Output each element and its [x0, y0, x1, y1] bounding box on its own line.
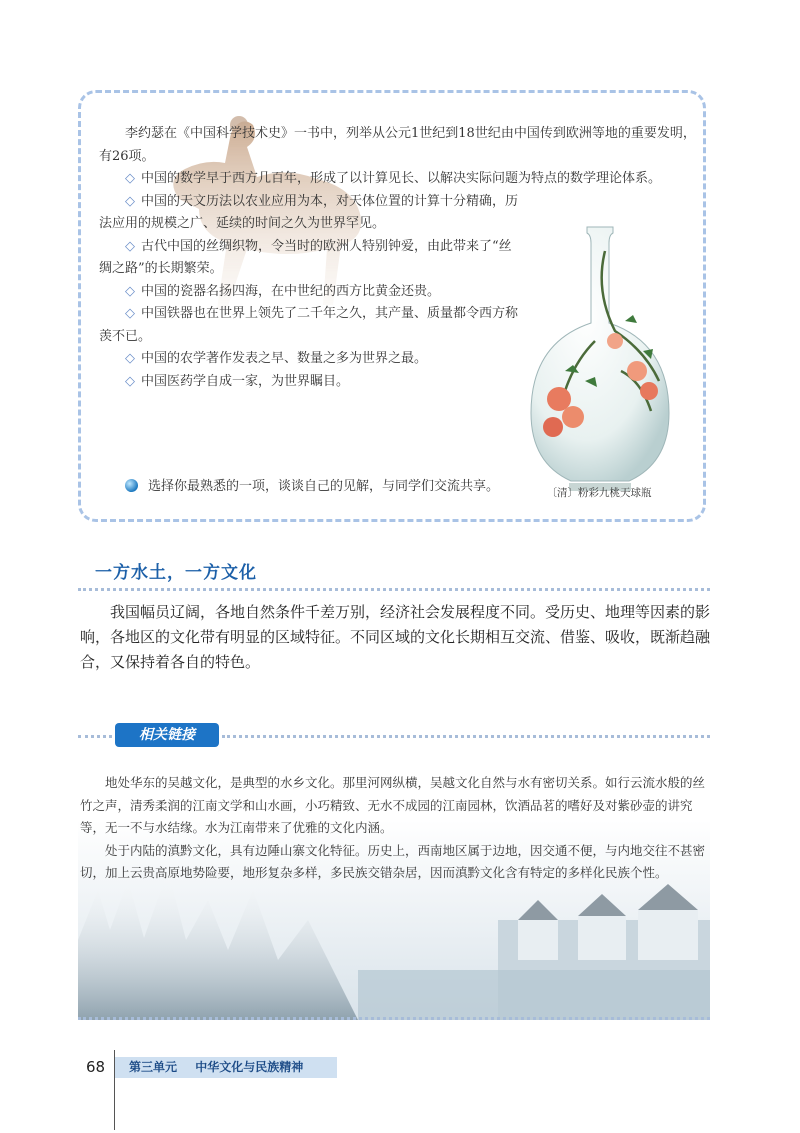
related-link-text	[80, 772, 710, 885]
discussion-question: 选择你最熟悉的一项，谈谈自己的见解，与同学们交流共享。	[99, 476, 519, 499]
question-icon	[125, 479, 138, 492]
section-divider	[78, 588, 710, 591]
link-paragraph: 地处华东的吴越文化，是典型的水乡文化。那里河网纵横，吴越文化自然与水有密切关系。如行云流水般的丝竹之声，清秀柔润的江南文学和山水画，小巧精致、无水不成园的江南园林，饮酒品茗的嗜好及对紫砂壶的讲究等，无一不与水结缘。水为江南带来了优雅的文化内涵。	[80, 775, 706, 835]
diamond-bullet-icon: ◇	[125, 238, 135, 254]
bottom-divider	[78, 1017, 710, 1020]
link-divider-left	[78, 735, 112, 738]
diamond-bullet-icon: ◇	[125, 351, 135, 366]
invention-list	[99, 123, 696, 393]
diamond-bullet-icon: ◇	[125, 373, 135, 389]
diamond-bullet-icon: ◇	[125, 306, 135, 321]
section-paragraph: 我国幅员辽阔，各地自然条件千差万别，经济社会发展程度不同。受历史、地理等因素的影响，各地区的文化带有明显的区域特征。不同区域的文化长期相互交流、借鉴、吸收，既渐趋融合，又保持着各自的特色。	[80, 603, 711, 671]
link-divider-right	[222, 735, 710, 738]
invention-item: ◇ 中国铁器也在世界上领先了二千年之久，其产量、质量都令西方称羡不已。	[99, 306, 519, 344]
related-link-tab: 相关链接	[115, 723, 219, 747]
invention-item: ◇ 中国的数学早于西方几百年，形成了以计算见长、以解决实际问题为特点的数学理论体系。	[125, 171, 662, 186]
intro-text: 李约瑟在《中国科学技术史》一书中，列举从公元1世纪到18世纪由中国传到欧洲等地的重要发明，有26项。	[99, 126, 696, 164]
invention-item: ◇ 中国的农学著作发表之早、数量之多为世界之最。	[125, 351, 428, 366]
diamond-bullet-icon: ◇	[125, 171, 135, 186]
invention-item: ◇ 古代中国的丝绸织物，令当时的欧洲人特别钟爱，由此带来了“丝绸之路”的长期繁荣。	[99, 238, 512, 276]
link-paragraph: 处于内陆的滇黔文化，具有边陲山寨文化特征。历史上，西南地区属于边地，因交通不便，与内地交往不甚密切，加上云贵高原地势险要，地形复杂多样，多民族交错杂居，因而滇黔文化含有特定的多样化民族个性。	[80, 842, 706, 880]
unit-title: 中华文化与民族精神	[195, 1060, 304, 1074]
invention-item: ◇ 中国的瓷器名扬四海，在中世纪的西方比黄金还贵。	[125, 283, 441, 299]
vase-caption: 〔清〕粉彩九桃天球瓶	[546, 487, 652, 499]
diamond-bullet-icon: ◇	[125, 283, 135, 299]
diamond-bullet-icon: ◇	[125, 193, 135, 209]
invention-item: ◇ 中国的天文历法以农业应用为本，对天体位置的计算十分精确，历法应用的规模之广、延续的时间之久为世界罕见。	[99, 193, 519, 231]
section-title: 一方水土，一方文化	[95, 563, 257, 583]
unit-label: 第三单元	[129, 1060, 178, 1074]
invention-item: ◇ 中国医药学自成一家，为世界瞩目。	[125, 373, 350, 389]
vase-image	[525, 221, 675, 501]
unit-banner	[115, 1057, 337, 1078]
page-number: 68	[86, 1058, 106, 1076]
info-box	[78, 90, 706, 522]
